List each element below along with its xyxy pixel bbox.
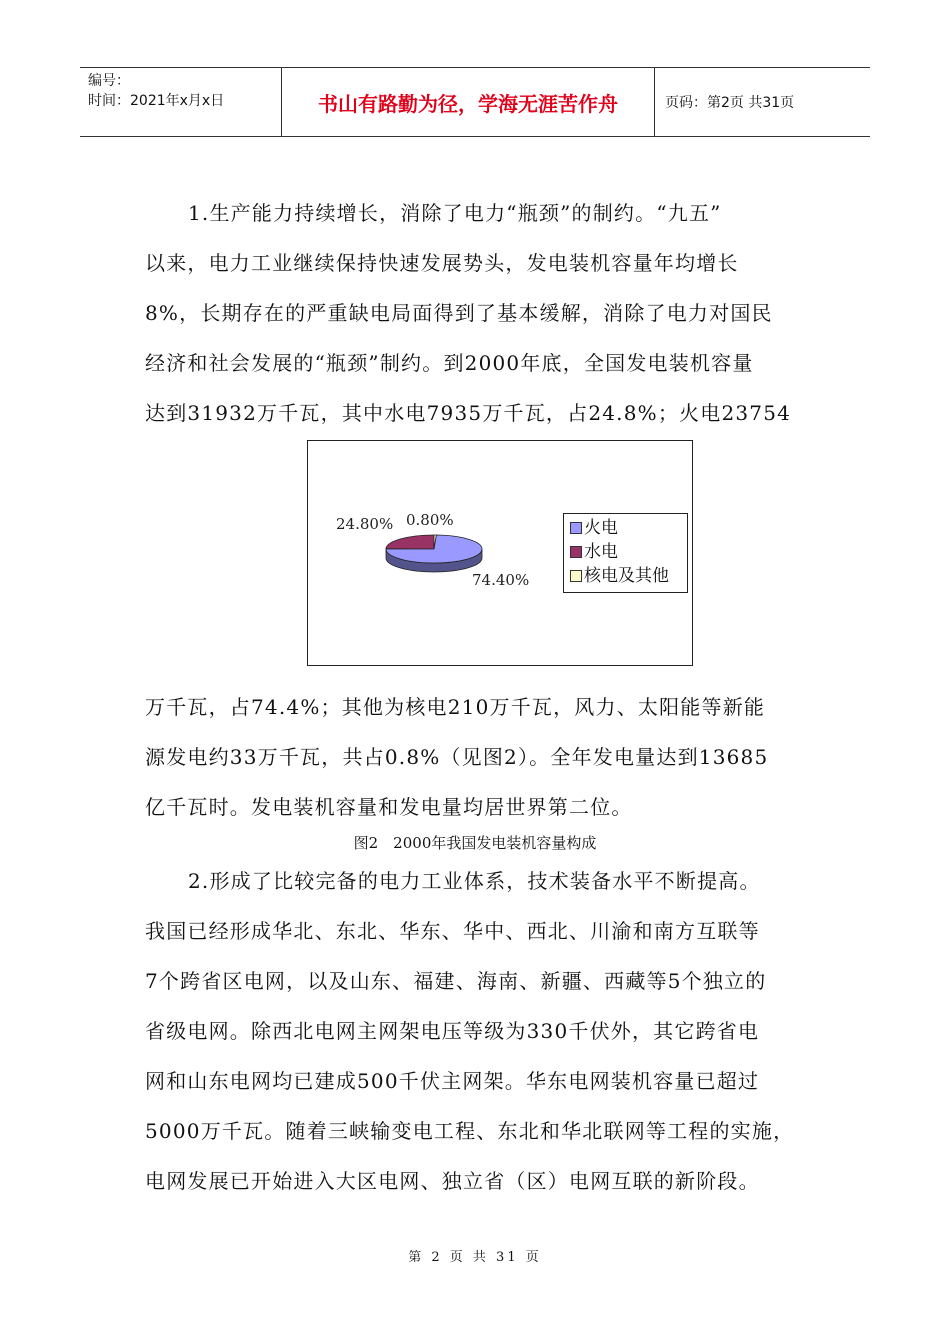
page-footer: 第 2 页 共 31 页 [408, 1250, 542, 1265]
text-line: 7个跨省区电网，以及山东、福建、海南、新疆、西藏等5个独立的 [145, 969, 767, 993]
paragraph-2 [145, 682, 815, 832]
document-number-label: 编号： [88, 73, 130, 89]
text-line: 源发电约33万千瓦，共占0.8%（见图2）。全年发电量达到13685 [145, 745, 769, 769]
legend-swatch [570, 546, 582, 558]
legend-item-hydro [570, 540, 618, 564]
text-line: 8%，长期存在的严重缺电局面得到了基本缓解，消除了电力对国民 [145, 301, 773, 325]
text-line: 亿千瓦时。发电装机容量和发电量均居世界第二位。 [145, 795, 633, 819]
chart-legend [563, 513, 688, 593]
paragraph-3 [145, 856, 815, 1206]
figure-caption: 图2 2000年我国发电装机容量构成 [353, 834, 597, 852]
legend-item-thermal [570, 516, 618, 540]
text-line: 省级电网。除西北电网主网架电压等级为330千伏外，其它跨省电 [145, 1019, 760, 1043]
legend-label: 水电 [584, 542, 618, 562]
text-line: 万千瓦，占74.4%；其他为核电210万千瓦，风力、太阳能等新能 [145, 695, 766, 719]
text-line: 达到31932万千瓦，其中水电7935万千瓦，占24.8%；火电23754 [145, 401, 792, 425]
document-header [80, 67, 870, 137]
pie-slice-hydro [386, 535, 434, 549]
text-line: 网和山东电网均已建成500千伏主网架。华东电网装机容量已超过 [145, 1069, 760, 1093]
text-line: 5000万千瓦。随着三峡输变电工程、东北和华北联网等工程的实施， [145, 1119, 795, 1143]
document-time: 时间：2021年x月x日 [88, 93, 225, 109]
text-line: 经济和社会发展的“瓶颈”制约。到2000年底，全国发电装机容量 [145, 351, 754, 375]
data-label-thermal: 74.40% [472, 571, 530, 589]
legend-item-other [570, 564, 669, 588]
data-label-other: 0.80% [406, 511, 454, 529]
text-line: 电网发展已开始进入大区电网、独立省（区）电网互联的新阶段。 [145, 1169, 760, 1193]
data-label-hydro: 24.80% [336, 515, 394, 533]
legend-label: 核电及其他 [584, 566, 669, 586]
header-page-info: 页码：第2页 共31页 [665, 95, 795, 111]
text-line: 以来，电力工业继续保持快速发展势头，发电装机容量年均增长 [145, 251, 739, 275]
text-line: 我国已经形成华北、东北、华东、华中、西北、川渝和南方互联等 [145, 919, 760, 943]
legend-swatch [570, 522, 582, 534]
paragraph-1 [145, 188, 815, 438]
header-motto: 书山有路勤为径，学海无涯苦作舟 [282, 68, 655, 136]
pie-chart [307, 440, 693, 666]
legend-label: 火电 [584, 518, 618, 538]
legend-swatch [570, 570, 582, 582]
header-meta [80, 68, 282, 136]
text-line: 1.生产能力持续增长，消除了电力“瓶颈”的制约。“九五” [188, 201, 722, 225]
text-line: 2.形成了比较完备的电力工业体系，技术装备水平不断提高。 [188, 869, 761, 893]
